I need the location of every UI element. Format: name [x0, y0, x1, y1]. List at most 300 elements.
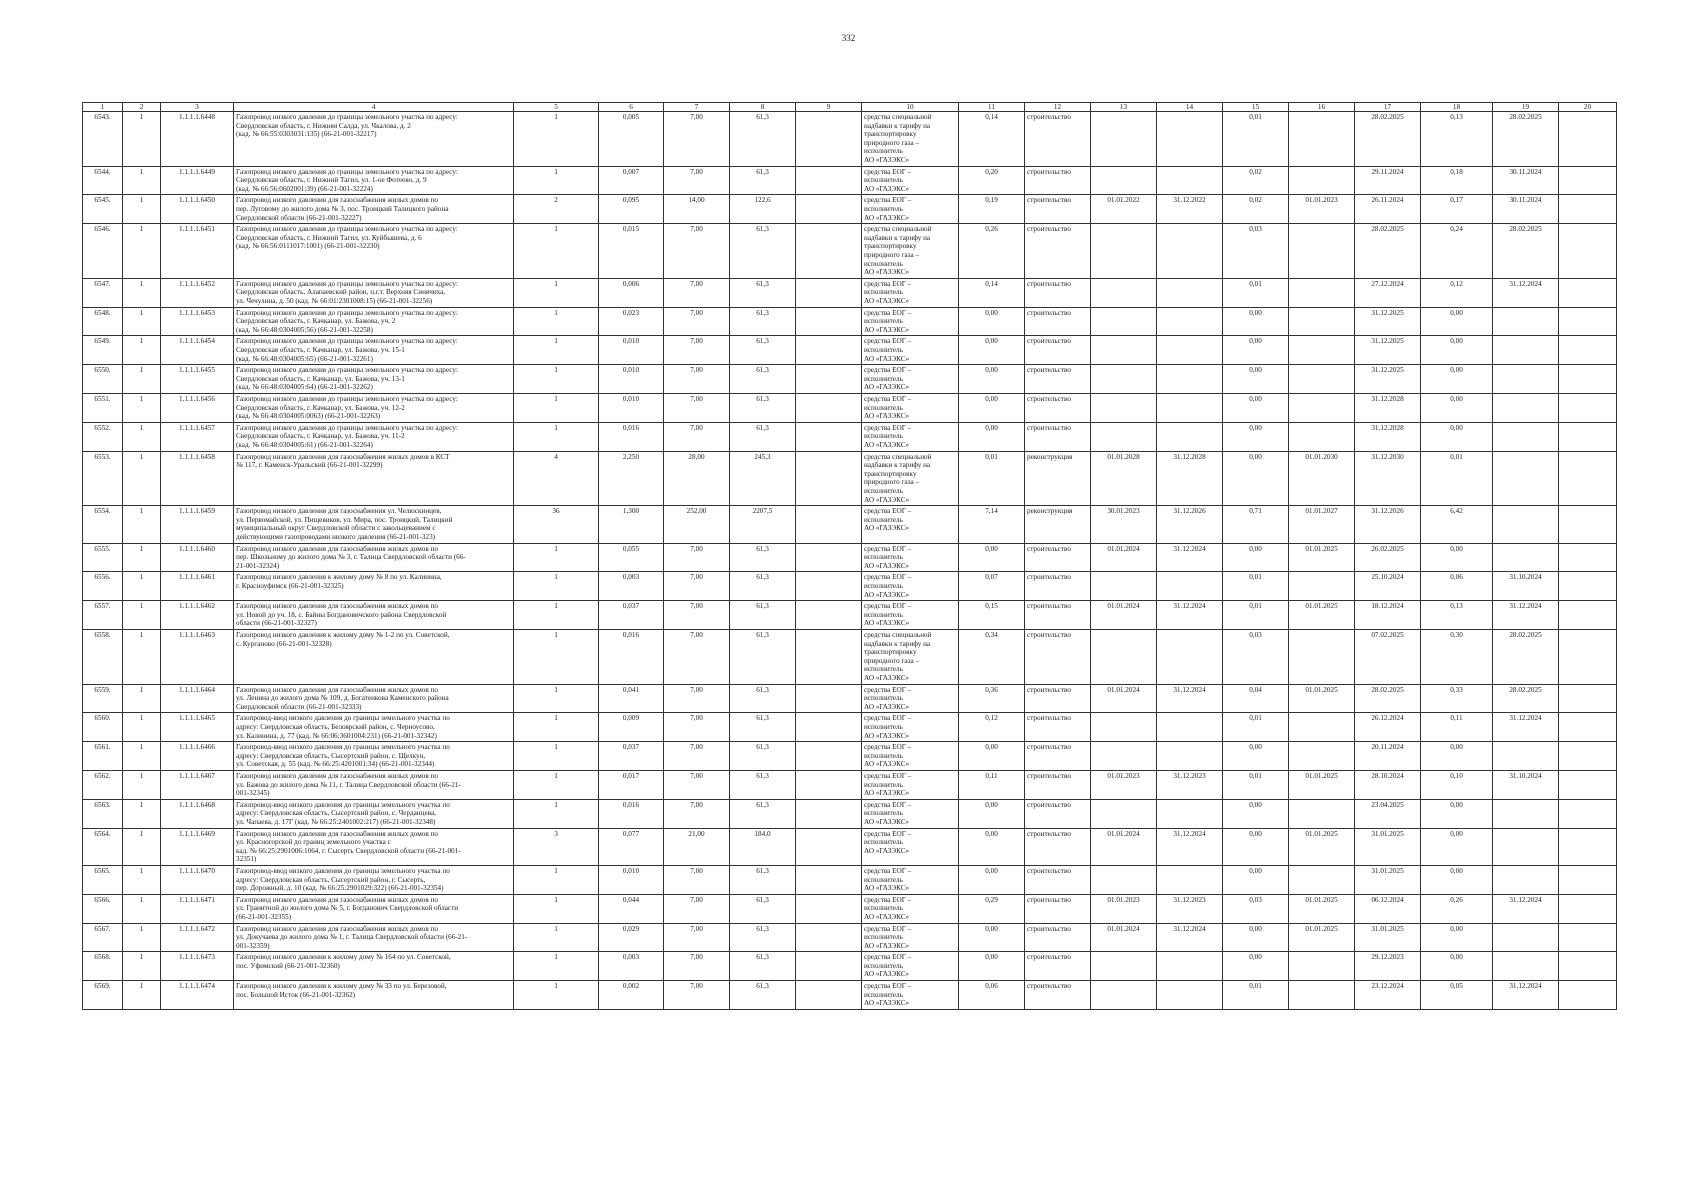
count-cell: 1 [514, 981, 599, 1010]
col-15-cell: 0,04 [1223, 684, 1289, 713]
completion-date-cell: 28.02.2025 [1355, 112, 1421, 167]
work-type-cell: строительство [1025, 742, 1091, 771]
count-cell: 1 [514, 742, 599, 771]
cost-cell: 0,00 [959, 742, 1025, 771]
col-18-cell: 0,00 [1421, 742, 1493, 771]
column-header-19: 19 [1493, 103, 1559, 112]
work-type-cell: строительство [1025, 828, 1091, 865]
count-cell: 1 [514, 543, 599, 572]
start-date-cell: 01.01.2024 [1091, 543, 1157, 572]
cost-cell: 0,26 [959, 224, 1025, 279]
funding-source-cell: средства ЕОГ – исполнитель АО «ГАЗЭКС» [862, 684, 959, 713]
col-9-cell [796, 112, 862, 167]
start-date-cell: 01.01.2023 [1091, 770, 1157, 799]
start-date-cell [1091, 742, 1157, 771]
commission-date-cell: 01.01.2023 [1289, 195, 1355, 224]
end-date-cell: 31.12.2024 [1157, 543, 1223, 572]
deadline-cell: 31.10.2024 [1493, 770, 1559, 799]
project-description-cell: Газопровод низкого давления до границы земельного участка по адресу: Свердловская область, г. Качканар, ул. Бажова, уч. 11-2 (кад. № 66:48:0304005:61) (66-21-001-32264) [234, 422, 514, 451]
cost-cell: 0,36 [959, 684, 1025, 713]
count-cell: 36 [514, 506, 599, 543]
level-cell: 1 [123, 166, 161, 195]
commission-date-cell [1289, 799, 1355, 828]
completion-date-cell: 18.12.2024 [1355, 601, 1421, 630]
level-cell: 1 [123, 307, 161, 336]
project-code-cell: 1.1.1.1.6462 [161, 601, 234, 630]
end-date-cell [1157, 278, 1223, 307]
funding-source-cell: средства ЕОГ – исполнитель АО «ГАЗЭКС» [862, 828, 959, 865]
col-9-cell [796, 572, 862, 601]
row-number-cell: 6548. [83, 307, 123, 336]
col-9-cell [796, 336, 862, 365]
deadline-cell [1493, 422, 1559, 451]
count-cell: 1 [514, 112, 599, 167]
project-description-cell: Газопровод низкого давления для газоснабжения жилых домов в КСТ № 117, г. Каменск-Уральский (66-21-001-32299) [234, 451, 514, 506]
level-cell: 1 [123, 684, 161, 713]
commission-date-cell [1289, 422, 1355, 451]
commission-date-cell [1289, 629, 1355, 684]
count-cell: 1 [514, 799, 599, 828]
project-description-cell: Газопровод низкого давления для газоснабжения ул. Челюскинцев, ул. Первомайской, ул. Пищевиков, ул. Мира, пос. Троицкий, Талицкий муниципальный округ Свердловской области с закольцеванием с действующими газопроводами низкого давления (66-21-001-323) [234, 506, 514, 543]
work-type-cell: реконструкция [1025, 451, 1091, 506]
page-number: 332 [841, 33, 856, 43]
completion-date-cell: 28.02.2025 [1355, 224, 1421, 279]
commission-date-cell [1289, 865, 1355, 894]
value-cell: 61,3 [730, 112, 796, 167]
count-cell: 1 [514, 393, 599, 422]
completion-date-cell: 25.10.2024 [1355, 572, 1421, 601]
count-cell: 1 [514, 770, 599, 799]
col-15-cell: 0,00 [1223, 393, 1289, 422]
value-cell: 61,3 [730, 923, 796, 952]
col-9-cell [796, 981, 862, 1010]
column-header-11: 11 [959, 103, 1025, 112]
table-row [83, 543, 1617, 572]
capacity-cell: 7,00 [664, 336, 730, 365]
end-date-cell [1157, 365, 1223, 394]
work-type-cell: строительство [1025, 166, 1091, 195]
column-header-12: 12 [1025, 103, 1091, 112]
length-cell: 0,003 [599, 952, 664, 981]
value-cell: 245,3 [730, 451, 796, 506]
end-date-cell: 31.12.2022 [1157, 195, 1223, 224]
length-cell: 0,041 [599, 684, 664, 713]
count-cell: 1 [514, 278, 599, 307]
project-description-cell: Газопровод низкого давления для газоснабжения жилых домов по ул. Бажова до жилого дома № 11, г. Талица Свердловской области (66-21- 001-32345) [234, 770, 514, 799]
end-date-cell [1157, 952, 1223, 981]
col-15-cell: 0,00 [1223, 365, 1289, 394]
end-date-cell [1157, 112, 1223, 167]
table-row [83, 307, 1617, 336]
start-date-cell [1091, 865, 1157, 894]
commission-date-cell [1289, 952, 1355, 981]
level-cell: 1 [123, 365, 161, 394]
cost-cell: 0,06 [959, 981, 1025, 1010]
capacity-cell: 7,00 [664, 224, 730, 279]
count-cell: 1 [514, 601, 599, 630]
level-cell: 1 [123, 865, 161, 894]
col-15-cell: 0,01 [1223, 770, 1289, 799]
commission-date-cell [1289, 112, 1355, 167]
level-cell: 1 [123, 981, 161, 1010]
deadline-cell [1493, 393, 1559, 422]
completion-date-cell: 06.12.2024 [1355, 894, 1421, 923]
funding-source-cell: средства ЕОГ – исполнитель АО «ГАЗЭКС» [862, 894, 959, 923]
table-row [83, 770, 1617, 799]
col-20-cell [1559, 307, 1617, 336]
project-description-cell: Газопровод-ввод низкого давления до границы земельного участка по адресу: Свердловская область, Белоярский район, с. Черноусово, ул. Калинина, д. 77 (кад. № 66:06:3601004:231) (66-21-001-32342) [234, 713, 514, 742]
value-cell: 61,3 [730, 224, 796, 279]
deadline-cell: 31.12.2024 [1493, 601, 1559, 630]
row-number-cell: 6562. [83, 770, 123, 799]
col-18-cell: 0,12 [1421, 278, 1493, 307]
col-15-cell: 0,00 [1223, 828, 1289, 865]
col-9-cell [796, 195, 862, 224]
value-cell: 184,0 [730, 828, 796, 865]
project-code-cell: 1.1.1.1.6457 [161, 422, 234, 451]
length-cell: 0,016 [599, 799, 664, 828]
funding-source-cell: средства ЕОГ – исполнитель АО «ГАЗЭКС» [862, 572, 959, 601]
deadline-cell [1493, 365, 1559, 394]
commission-date-cell [1289, 572, 1355, 601]
column-header-9: 9 [796, 103, 862, 112]
col-15-cell: 0,03 [1223, 894, 1289, 923]
length-cell: 0,010 [599, 865, 664, 894]
col-9-cell [796, 278, 862, 307]
length-cell: 0,037 [599, 601, 664, 630]
col-20-cell [1559, 572, 1617, 601]
length-cell: 0,007 [599, 166, 664, 195]
column-header-14: 14 [1157, 103, 1223, 112]
length-cell: 0,077 [599, 828, 664, 865]
commission-date-cell: 01.01.2025 [1289, 684, 1355, 713]
row-number-cell: 6567. [83, 923, 123, 952]
end-date-cell: 31.12.2023 [1157, 894, 1223, 923]
col-9-cell [796, 393, 862, 422]
value-cell: 61,3 [730, 770, 796, 799]
funding-source-cell: средства ЕОГ – исполнитель АО «ГАЗЭКС» [862, 195, 959, 224]
deadline-cell [1493, 506, 1559, 543]
length-cell: 0,037 [599, 742, 664, 771]
table-row [83, 336, 1617, 365]
capacity-cell: 7,00 [664, 543, 730, 572]
level-cell: 1 [123, 195, 161, 224]
funding-source-cell: средства ЕОГ – исполнитель АО «ГАЗЭКС» [862, 278, 959, 307]
deadline-cell: 31.12.2024 [1493, 981, 1559, 1010]
value-cell: 61,3 [730, 981, 796, 1010]
capacity-cell: 14,00 [664, 195, 730, 224]
end-date-cell [1157, 224, 1223, 279]
col-15-cell: 0,00 [1223, 952, 1289, 981]
col-9-cell [796, 865, 862, 894]
length-cell: 0,010 [599, 336, 664, 365]
col-20-cell [1559, 451, 1617, 506]
row-number-cell: 6555. [83, 543, 123, 572]
cost-cell: 0,00 [959, 828, 1025, 865]
value-cell: 61,3 [730, 894, 796, 923]
length-cell: 2,250 [599, 451, 664, 506]
col-15-cell: 0,00 [1223, 336, 1289, 365]
col-18-cell: 0,00 [1421, 799, 1493, 828]
funding-source-cell: средства ЕОГ – исполнитель АО «ГАЗЭКС» [862, 166, 959, 195]
col-9-cell [796, 923, 862, 952]
col-18-cell: 0,00 [1421, 307, 1493, 336]
completion-date-cell: 23.04.2025 [1355, 799, 1421, 828]
col-20-cell [1559, 112, 1617, 167]
work-type-cell: строительство [1025, 393, 1091, 422]
project-code-cell: 1.1.1.1.6468 [161, 799, 234, 828]
capacity-cell: 7,00 [664, 166, 730, 195]
col-18-cell: 0,00 [1421, 865, 1493, 894]
project-code-cell: 1.1.1.1.6464 [161, 684, 234, 713]
level-cell: 1 [123, 278, 161, 307]
project-description-cell: Газопровод низкого давления к жилому дому № 8 по ул. Калинина, г. Красноуфимск (66-21-001-32325) [234, 572, 514, 601]
table-row [83, 799, 1617, 828]
col-20-cell [1559, 506, 1617, 543]
capacity-cell: 7,00 [664, 923, 730, 952]
col-9-cell [796, 952, 862, 981]
length-cell: 0,005 [599, 112, 664, 167]
commission-date-cell [1289, 166, 1355, 195]
project-description-cell: Газопровод низкого давления для газоснабжения жилых домов по ул. Гранитной до жилого дома № 5, г. Богданович Свердловской области (66-21-001-32355) [234, 894, 514, 923]
cost-cell: 7,14 [959, 506, 1025, 543]
value-cell: 61,3 [730, 629, 796, 684]
completion-date-cell: 29.11.2024 [1355, 166, 1421, 195]
end-date-cell [1157, 742, 1223, 771]
col-18-cell: 0,01 [1421, 451, 1493, 506]
value-cell: 61,3 [730, 365, 796, 394]
col-9-cell [796, 224, 862, 279]
col-15-cell: 0,01 [1223, 713, 1289, 742]
commission-date-cell [1289, 365, 1355, 394]
deadline-cell [1493, 543, 1559, 572]
funding-source-cell: средства ЕОГ – исполнитель АО «ГАЗЭКС» [862, 865, 959, 894]
col-18-cell: 0,10 [1421, 770, 1493, 799]
capacity-cell: 7,00 [664, 770, 730, 799]
col-20-cell [1559, 828, 1617, 865]
end-date-cell [1157, 393, 1223, 422]
start-date-cell [1091, 336, 1157, 365]
col-20-cell [1559, 742, 1617, 771]
investment-program-table [82, 102, 1617, 1010]
start-date-cell: 01.01.2023 [1091, 894, 1157, 923]
end-date-cell [1157, 336, 1223, 365]
col-18-cell: 0,30 [1421, 629, 1493, 684]
funding-source-cell: средства ЕОГ – исполнитель АО «ГАЗЭКС» [862, 422, 959, 451]
col-15-cell: 0,00 [1223, 451, 1289, 506]
level-cell: 1 [123, 601, 161, 630]
funding-source-cell: средства ЕОГ – исполнитель АО «ГАЗЭКС» [862, 713, 959, 742]
commission-date-cell [1289, 307, 1355, 336]
completion-date-cell: 31.12.2026 [1355, 506, 1421, 543]
table-row [83, 865, 1617, 894]
col-18-cell: 0,26 [1421, 894, 1493, 923]
count-cell: 1 [514, 572, 599, 601]
cost-cell: 0,15 [959, 601, 1025, 630]
funding-source-cell: средства специальной надбавки к тарифу на транспортировку природного газа – исполнитель АО «ГАЗЭКС» [862, 629, 959, 684]
cost-cell: 0,00 [959, 393, 1025, 422]
col-15-cell: 0,00 [1223, 307, 1289, 336]
start-date-cell [1091, 365, 1157, 394]
column-header-17: 17 [1355, 103, 1421, 112]
value-cell: 61,3 [730, 278, 796, 307]
commission-date-cell: 01.01.2030 [1289, 451, 1355, 506]
project-description-cell: Газопровод низкого давления до границы земельного участка по адресу: Свердловская область, Алапаевский район, п.г.т. Верхняя Синячиха, ул. Чечулина, д. 50 (кад. № 66:01:2301008:15) (66-21-001-32256) [234, 278, 514, 307]
value-cell: 122,6 [730, 195, 796, 224]
col-15-cell: 0,00 [1223, 799, 1289, 828]
table-row [83, 742, 1617, 771]
column-header-10: 10 [862, 103, 959, 112]
row-number-cell: 6549. [83, 336, 123, 365]
level-cell: 1 [123, 393, 161, 422]
count-cell: 1 [514, 422, 599, 451]
end-date-cell [1157, 422, 1223, 451]
deadline-cell: 31.12.2024 [1493, 713, 1559, 742]
value-cell: 61,3 [730, 336, 796, 365]
table-body [83, 112, 1617, 1010]
cost-cell: 0,00 [959, 336, 1025, 365]
table-row [83, 422, 1617, 451]
funding-source-cell: средства ЕОГ – исполнитель АО «ГАЗЭКС» [862, 543, 959, 572]
project-code-cell: 1.1.1.1.6463 [161, 629, 234, 684]
project-code-cell: 1.1.1.1.6448 [161, 112, 234, 167]
col-20-cell [1559, 799, 1617, 828]
project-code-cell: 1.1.1.1.6470 [161, 865, 234, 894]
column-header-1: 1 [83, 103, 123, 112]
work-type-cell: строительство [1025, 336, 1091, 365]
start-date-cell [1091, 799, 1157, 828]
start-date-cell [1091, 572, 1157, 601]
commission-date-cell: 01.01.2025 [1289, 828, 1355, 865]
capacity-cell: 7,00 [664, 422, 730, 451]
column-header-20: 20 [1559, 103, 1617, 112]
completion-date-cell: 31.12.2030 [1355, 451, 1421, 506]
capacity-cell: 7,00 [664, 742, 730, 771]
project-code-cell: 1.1.1.1.6450 [161, 195, 234, 224]
level-cell: 1 [123, 799, 161, 828]
cost-cell: 0,34 [959, 629, 1025, 684]
cost-cell: 0,00 [959, 799, 1025, 828]
col-15-cell: 0,02 [1223, 195, 1289, 224]
funding-source-cell: средства ЕОГ – исполнитель АО «ГАЗЭКС» [862, 799, 959, 828]
level-cell: 1 [123, 572, 161, 601]
value-cell: 61,3 [730, 307, 796, 336]
level-cell: 1 [123, 112, 161, 167]
length-cell: 0,016 [599, 629, 664, 684]
col-20-cell [1559, 224, 1617, 279]
cost-cell: 0,00 [959, 543, 1025, 572]
deadline-cell: 28.02.2025 [1493, 112, 1559, 167]
capacity-cell: 7,00 [664, 278, 730, 307]
column-header-3: 3 [161, 103, 234, 112]
capacity-cell: 7,00 [664, 572, 730, 601]
deadline-cell: 30.11.2024 [1493, 195, 1559, 224]
project-description-cell: Газопровод-ввод низкого давления до границы земельного участка по адресу: Свердловская область, Сысертский район, г. Сысерть, пер. Дорожный, д. 10 (кад. № 66:25:2901029:322) (66-21-001-32354) [234, 865, 514, 894]
deadline-cell [1493, 742, 1559, 771]
length-cell: 0,015 [599, 224, 664, 279]
row-number-cell: 6568. [83, 952, 123, 981]
col-9-cell [796, 828, 862, 865]
start-date-cell: 01.01.2024 [1091, 828, 1157, 865]
value-cell: 61,3 [730, 543, 796, 572]
value-cell: 61,3 [730, 166, 796, 195]
capacity-cell: 28,00 [664, 451, 730, 506]
row-number-cell: 6557. [83, 601, 123, 630]
level-cell: 1 [123, 506, 161, 543]
col-18-cell: 0,17 [1421, 195, 1493, 224]
deadline-cell: 28.02.2025 [1493, 629, 1559, 684]
deadline-cell [1493, 923, 1559, 952]
level-cell: 1 [123, 422, 161, 451]
column-header-6: 6 [599, 103, 664, 112]
col-18-cell: 0,00 [1421, 422, 1493, 451]
funding-source-cell: средства ЕОГ – исполнитель АО «ГАЗЭКС» [862, 742, 959, 771]
end-date-cell [1157, 307, 1223, 336]
work-type-cell: строительство [1025, 572, 1091, 601]
cost-cell: 0,00 [959, 865, 1025, 894]
work-type-cell: строительство [1025, 799, 1091, 828]
deadline-cell [1493, 799, 1559, 828]
value-cell: 61,3 [730, 393, 796, 422]
col-18-cell: 0,33 [1421, 684, 1493, 713]
end-date-cell: 31.12.2026 [1157, 506, 1223, 543]
funding-source-cell: средства ЕОГ – исполнитель АО «ГАЗЭКС» [862, 365, 959, 394]
col-9-cell [796, 451, 862, 506]
table-row [83, 684, 1617, 713]
project-code-cell: 1.1.1.1.6456 [161, 393, 234, 422]
level-cell: 1 [123, 828, 161, 865]
cost-cell: 0,14 [959, 112, 1025, 167]
funding-source-cell: средства ЕОГ – исполнитель АО «ГАЗЭКС» [862, 601, 959, 630]
table-row [83, 981, 1617, 1010]
project-code-cell: 1.1.1.1.6451 [161, 224, 234, 279]
length-cell: 0,002 [599, 981, 664, 1010]
project-code-cell: 1.1.1.1.6474 [161, 981, 234, 1010]
col-18-cell: 0,06 [1421, 572, 1493, 601]
col-18-cell: 0,00 [1421, 365, 1493, 394]
start-date-cell [1091, 981, 1157, 1010]
deadline-cell [1493, 336, 1559, 365]
start-date-cell [1091, 629, 1157, 684]
col-15-cell: 0,03 [1223, 629, 1289, 684]
project-code-cell: 1.1.1.1.6454 [161, 336, 234, 365]
col-9-cell [796, 166, 862, 195]
column-header-16: 16 [1289, 103, 1355, 112]
row-number-cell: 6566. [83, 894, 123, 923]
count-cell: 2 [514, 195, 599, 224]
value-cell: 61,3 [730, 572, 796, 601]
column-header-5: 5 [514, 103, 599, 112]
work-type-cell: строительство [1025, 923, 1091, 952]
deadline-cell: 28.02.2025 [1493, 224, 1559, 279]
completion-date-cell: 31.12.2025 [1355, 365, 1421, 394]
deadline-cell: 31.10.2024 [1493, 572, 1559, 601]
length-cell: 0,095 [599, 195, 664, 224]
col-18-cell: 0,00 [1421, 828, 1493, 865]
deadline-cell [1493, 307, 1559, 336]
work-type-cell: строительство [1025, 865, 1091, 894]
end-date-cell [1157, 981, 1223, 1010]
start-date-cell [1091, 393, 1157, 422]
capacity-cell: 7,00 [664, 629, 730, 684]
project-code-cell: 1.1.1.1.6471 [161, 894, 234, 923]
col-20-cell [1559, 278, 1617, 307]
capacity-cell: 7,00 [664, 713, 730, 742]
capacity-cell: 7,00 [664, 684, 730, 713]
col-9-cell [796, 894, 862, 923]
col-18-cell: 0,00 [1421, 952, 1493, 981]
commission-date-cell [1289, 981, 1355, 1010]
